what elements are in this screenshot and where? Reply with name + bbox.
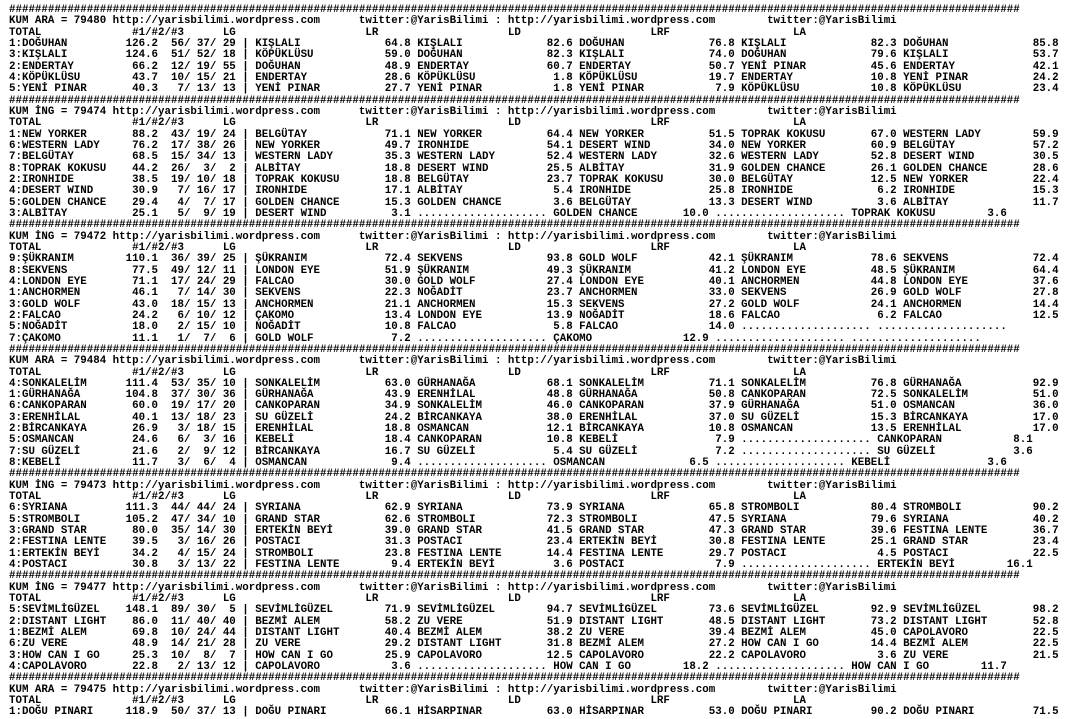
separator-line: ############################################################################################################################################################ — [9, 219, 1020, 232]
text-line: 5:YENİ PINAR 40.3 7/ 13/ 13 | YENİ PINAR 27.7 YENİ PINAR 1.8 YENİ PINAR 7.9 KÖPÜKLÜSU 10.8 KÖPÜKLÜSU 23.4 — [9, 83, 1059, 96]
text-line: 1:GÜRHANAĞA 104.8 37/ 30/ 36 | GÜRHANAĞA 43.9 ERENHİLAL 48.8 GÜRHANAĞA 50.8 CANKOPARAN 72.5 SONKALELİM 51.0 — [9, 389, 1059, 402]
text-line: TOTAL #1/#2/#3 LG LR LD LRF LA — [9, 26, 806, 39]
text-line: 4:SONKALELİM 111.4 53/ 35/ 10 | SONKALELİM 63.0 GÜRHANAĞA 68.1 SONKALELİM 71.1 SONKALELİM 76.8 GÜRHANAĞA 92.9 — [9, 377, 1059, 390]
text-line: 5:SEVİMLİGÜZEL 148.1 89/ 30/ 5 | SEVİMLİGÜZEL 71.9 SEVİMLİGÜZEL 94.7 SEVİMLİGÜZEL 73.6 SEVİMLİGÜZEL 92.9 SEVİMLİGÜZEL 98.2 — [9, 604, 1059, 617]
text-line: 2:BİRCANKAYA 26.9 3/ 18/ 15 | ERENHİLAL 18.8 OSMANCAN 12.1 BİRCANKAYA 10.8 OSMANCAN 13.5 ERENHİLAL 17.0 — [9, 423, 1059, 436]
text-line: 1:DOĞUHAN 126.2 56/ 37/ 29 | KIŞLALI 64.8 KIŞLALI 82.6 DOĞUHAN 76.8 KIŞLALI 82.3 DOĞUHAN 85.8 — [9, 37, 1059, 50]
text-line: 3:HOW CAN I GO 25.3 10/ 8/ 7 | HOW CAN I GO 25.9 CAPOLAVORO 12.5 CAPOLAVORO 22.2 CAPOLAVORO 3.6 ZU VERE 21.5 — [9, 649, 1059, 662]
text-line: 6:SYRIANA 111.3 44/ 44/ 24 | SYRIANA 62.9 SYRIANA 73.9 SYRIANA 65.8 STROMBOLI 80.4 STROMBOLI 90.2 — [9, 502, 1059, 515]
text-line: 8:TOPRAK KOKUSU 44.2 26/ 3/ 2 | ALBİTAY 18.8 DESERT WIND 25.5 ALBİTAY 31.9 GOLDEN CHANCE 26.1 GOLDEN CHANCE 28.6 — [9, 162, 1059, 175]
text-line: TOTAL #1/#2/#3 LG LR LD LRF LA — [9, 241, 806, 254]
text-line: 5:GOLDEN CHANCE 29.4 4/ 7/ 17 | GOLDEN CHANCE 15.3 GOLDEN CHANCE 3.6 BELGÜTAY 13.3 DESERT WIND 3.6 ALBİTAY 11.7 — [9, 196, 1059, 209]
separator-line: ############################################################################################################################################################ — [9, 672, 1020, 685]
text-line: 4:POSTACI 30.8 3/ 13/ 22 | FESTINA LENTE 9.4 ERTEKİN BEYİ 3.6 POSTACI 7.9 .................... ERTEKİN BEYİ 16.1 — [9, 559, 1033, 572]
separator-line: ############################################################################################################################################################ — [9, 468, 1020, 481]
text-line: 8:SEKVENS 77.5 49/ 12/ 11 | LONDON EYE 51.9 ŞÜKRANIM 49.3 ŞÜKRANIM 41.2 LONDON EYE 48.5 ŞÜKRANIM 64.4 — [9, 264, 1059, 277]
text-line: 2:FESTINA LENTE 39.5 3/ 16/ 26 | POSTACI 31.3 POSTACI 23.4 ERTEKİN BEYİ 30.8 FESTINA LENTE 25.1 GRAND STAR 23.4 — [9, 536, 1059, 549]
text-line: 6:CANKOPARAN 60.0 19/ 17/ 20 | CANKOPARAN 34.9 SONKALELİM 46.0 CANKOPARAN 37.9 GÜRHANAĞA 51.0 OSMANCAN 36.0 — [9, 400, 1059, 413]
separator-line: ############################################################################################################################################################ — [9, 4, 1020, 16]
text-line: 7:BELGÜTAY 68.5 15/ 34/ 13 | WESTERN LADY 35.3 WESTERN LADY 52.4 WESTERN LADY 32.6 WESTERN LADY 52.8 DESERT WIND 30.5 — [9, 151, 1059, 164]
text-line: 2:IRONHIDE 38.5 19/ 10/ 18 | TOPRAK KOKUSU 18.8 BELGÜTAY 23.7 TOPRAK KOKUSU 30.0 BELGÜTAY 12.5 NEW YORKER 22.4 — [9, 173, 1059, 186]
text-line: 4:DESERT WIND 30.9 7/ 16/ 17 | IRONHIDE 17.1 ALBİTAY 5.4 IRONHIDE 25.8 IRONHIDE 6.2 IRONHIDE 15.3 — [9, 185, 1059, 198]
text-line: 4:KÖPÜKLÜSU 43.7 10/ 15/ 21 | ENDERTAY 28.6 KÖPÜKLÜSU 1.8 KÖPÜKLÜSU 19.7 ENDERTAY 10.8 YENİ PINAR 24.2 — [9, 71, 1059, 84]
text-line: KUM ARA = 79480 http://yarisbilimi.wordpress.com twitter:@YarisBilimi : http://yarisbilimi.wordpress.com twitter:@YarisBilimi — [9, 15, 897, 28]
text-line: 1:DOĞU PINARI 118.9 50/ 37/ 13 | DOĞU PINARI 66.1 HİSARPINAR 63.0 HİSARPINAR 53.0 DOĞU PINARI 90.2 DOĞU PINARI 71.5 — [9, 706, 1059, 719]
separator-line: ############################################################################################################################################################ — [9, 570, 1020, 583]
text-line: KUM İNG = 79477 http://yarisbilimi.wordpress.com twitter:@YarisBilimi : http://yarisbilimi.wordpress.com twitter:@YarisBilimi — [9, 581, 897, 594]
text-line: 5:OSMANCAN 24.6 6/ 3/ 16 | KEBELİ 18.4 CANKOPARAN 10.8 KEBELİ 7.9 .................... CANKOPARAN 8.1 — [9, 434, 1033, 447]
text-line: KUM İNG = 79474 http://yarisbilimi.wordpress.com twitter:@YarisBilimi : http://yarisbilimi.wordpress.com twitter:@YarisBilimi — [9, 105, 897, 118]
text-line: 5:STROMBOLI 105.2 47/ 34/ 10 | GRAND STAR 62.6 STROMBOLI 72.3 STROMBOLI 47.5 SYRIANA 79.6 SYRIANA 40.2 — [9, 513, 1059, 526]
text-line: 2:FALCAO 24.2 6/ 10/ 12 | ÇAKOMO 13.4 LONDON EYE 13.9 NOĞADİT 18.6 FALCAO 6.2 FALCAO 12.5 — [9, 309, 1059, 322]
text-line: 7:ÇAKOMO 11.1 1/ 7/ 6 | GOLD WOLF 7.2 .................... ÇAKOMO 12.9 .................... .................... — [9, 332, 981, 345]
text-line: TOTAL #1/#2/#3 LG LR LD LRF LA — [9, 491, 806, 504]
text-line: TOTAL #1/#2/#3 LG LR LD LRF LA — [9, 695, 806, 708]
text-line: 8:KEBELİ 11.7 3/ 6/ 4 | OSMANCAN 9.4 .................... OSMANCAN 6.5 .................... KEBELİ 3.6 — [9, 457, 1007, 470]
text-line: 2:ENDERTAY 66.2 12/ 19/ 55 | DOĞUHAN 48.9 ENDERTAY 60.7 ENDERTAY 50.7 YENİ PINAR 45.6 ENDERTAY 42.1 — [9, 60, 1059, 73]
text-line: KUM İNG = 79472 http://yarisbilimi.wordpress.com twitter:@YarisBilimi : http://yarisbilimi.wordpress.com twitter:@YarisBilimi — [9, 230, 897, 243]
text-line: 9:ŞÜKRANIM 110.1 36/ 39/ 25 | ŞÜKRANIM 72.4 SEKVENS 93.8 GOLD WOLF 42.1 ŞÜKRANIM 78.6 SEKVENS 72.4 — [9, 253, 1059, 266]
text-line: 3:GOLD WOLF 43.0 18/ 15/ 13 | ANCHORMEN 21.1 ANCHORMEN 15.3 SEKVENS 27.2 GOLD WOLF 24.1 ANCHORMEN 14.4 — [9, 298, 1059, 311]
separator-line: ############################################################################################################################################################ — [9, 343, 1020, 356]
text-line: 1:BEZMİ ALEM 69.8 10/ 24/ 44 | DISTANT LIGHT 40.4 BEZMİ ALEM 38.2 ZU VERE 39.4 BEZMİ ALEM 45.0 CAPOLAVORO 22.5 — [9, 627, 1059, 640]
text-line: KUM İNG = 79473 http://yarisbilimi.wordpress.com twitter:@YarisBilimi : http://yarisbilimi.wordpress.com twitter:@YarisBilimi — [9, 479, 897, 492]
text-line: 6:ZU VERE 48.9 14/ 21/ 28 | ZU VERE 29.2 DISTANT LIGHT 31.8 BEZMİ ALEM 27.2 HOW CAN I GO 14.4 BEZMİ ALEM 22.5 — [9, 638, 1059, 651]
text-line: 3:ALBİTAY 25.1 5/ 9/ 19 | DESERT WIND 3.1 .................... GOLDEN CHANCE 10.0 .................... TOPRAK KOKUSU 3.6 — [9, 207, 1007, 220]
text-line: KUM ARA = 79484 http://yarisbilimi.wordpress.com twitter:@YarisBilimi : http://yarisbilimi.wordpress.com twitter:@YarisBilimi — [9, 355, 897, 368]
text-line: 7:SU GÜZELİ 21.6 2/ 9/ 12 | BİRCANKAYA 16.7 SU GÜZELİ 5.4 SU GÜZELİ 7.2 .................... SU GÜZELİ 3.6 — [9, 445, 1033, 458]
text-line: 1:NEW YORKER 88.2 43/ 19/ 24 | BELGÜTAY 71.1 NEW YORKER 64.4 NEW YORKER 51.5 TOPRAK KOKUSU 67.0 WESTERN LADY 59.9 — [9, 128, 1059, 141]
separator-line: ############################################################################################################################################################ — [9, 94, 1020, 107]
text-line: TOTAL #1/#2/#3 LG LR LD LRF LA — [9, 366, 806, 379]
text-line: 2:DISTANT LIGHT 86.0 11/ 40/ 40 | BEZMİ ALEM 58.2 ZU VERE 51.9 DISTANT LIGHT 48.5 DISTANT LIGHT 73.2 DISTANT LIGHT 52.8 — [9, 615, 1059, 628]
text-line: 1:ERTEKİN BEYİ 34.2 4/ 15/ 24 | STROMBOLI 23.8 FESTINA LENTE 14.4 FESTINA LENTE 29.7 POSTACI 4.5 POSTACI 22.5 — [9, 547, 1059, 560]
text-line: 4:CAPOLAVORO 22.8 2/ 13/ 12 | CAPOLAVORO 3.6 .................... HOW CAN I GO 18.2 .................... HOW CAN I GO 11.7 — [9, 661, 1007, 674]
text-line: 6:WESTERN LADY 76.2 17/ 38/ 26 | NEW YORKER 49.7 IRONHIDE 54.1 DESERT WIND 34.0 NEW YORKER 60.9 BELGÜTAY 57.2 — [9, 139, 1059, 152]
text-line: 3:KIŞLALI 124.6 51/ 52/ 18 | KÖPÜKLÜSU 59.0 DOĞUHAN 82.3 KIŞLALI 74.0 DOĞUHAN 79.6 KIŞLALI 53.7 — [9, 49, 1059, 62]
text-line: 4:LONDON EYE 71.1 17/ 24/ 29 | FALCAO 30.0 GOLD WOLF 27.4 LONDON EYE 40.1 ANCHORMEN 44.8 LONDON EYE 37.6 — [9, 275, 1059, 288]
text-line: 1:ANCHORMEN 46.1 7/ 14/ 30 | SEKVENS 22.3 NOĞADİT 23.7 ANCHORMEN 33.0 SEKVENS 26.9 GOLD WOLF 27.8 — [9, 287, 1059, 300]
text-line: 5:NOĞADİT 18.0 2/ 15/ 10 | NOĞADİT 10.8 FALCAO 5.8 FALCAO 14.0 .................... .................... — [9, 321, 1007, 334]
text-line: KUM ARA = 79475 http://yarisbilimi.wordpress.com twitter:@YarisBilimi : http://yarisbilimi.wordpress.com twitter:@YarisBilimi — [9, 683, 897, 696]
text-line: TOTAL #1/#2/#3 LG LR LD LRF LA — [9, 117, 806, 130]
text-line: 3:GRAND STAR 80.0 35/ 14/ 30 | ERTEKİN BEYİ 39.0 GRAND STAR 41.5 GRAND STAR 47.3 GRAND STAR 39.6 FESTINA LENTE 36.7 — [9, 525, 1059, 538]
text-line: TOTAL #1/#2/#3 LG LR LD LRF LA — [9, 593, 806, 606]
text-line: 3:ERENHİLAL 40.1 13/ 18/ 23 | SU GÜZELİ 24.2 BİRCANKAYA 38.0 ERENHİLAL 37.0 SU GÜZELİ 15.3 BİRCANKAYA 17.0 — [9, 411, 1059, 424]
